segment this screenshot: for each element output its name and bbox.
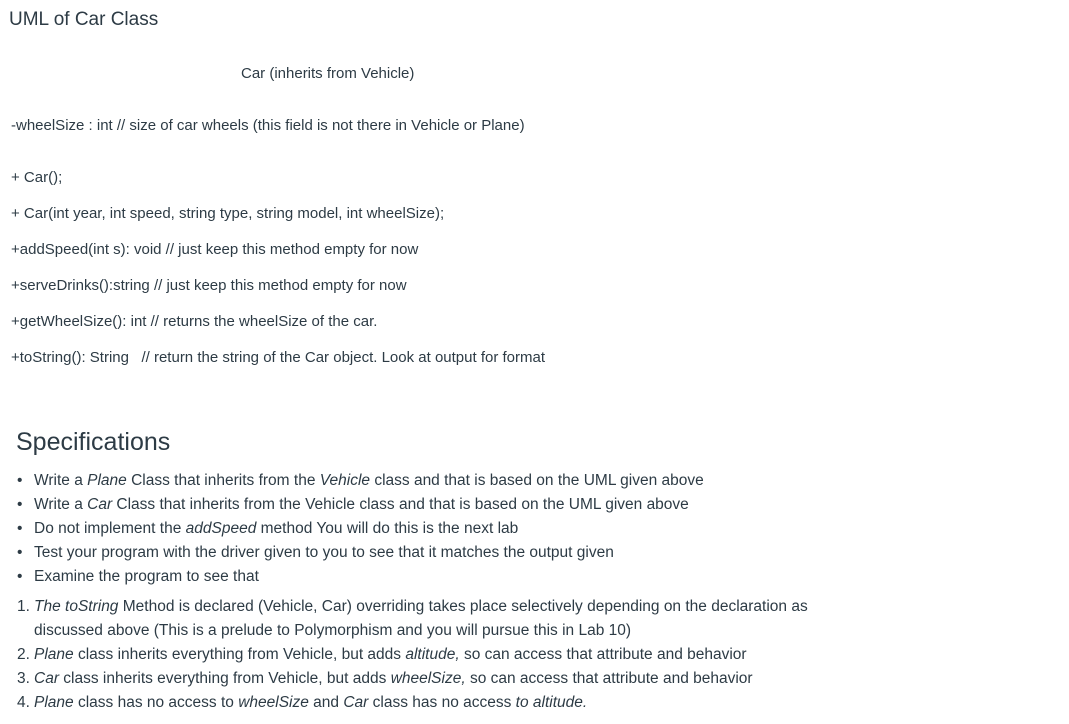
bullet-item — [16, 565, 704, 589]
bullet-text-italic: Car — [87, 496, 113, 513]
item-text-italic: to altitude. — [515, 694, 588, 711]
uml-method-constructor-default: + Car(); — [11, 169, 63, 186]
uml-method-getwheelsize: +getWheelSize(): int // returns the wheelSize of the car. — [11, 313, 378, 330]
item-number: 3. — [17, 670, 30, 687]
bullet-text: Class that inherits from the — [126, 472, 320, 489]
bullet-text: Class that inherits from the Vehicle class and that is based on the UML given above — [112, 496, 689, 513]
item-number: 1. — [17, 598, 30, 615]
specifications-numbered-list — [16, 595, 836, 715]
bullet-text: Test your program with the driver given to you to see that it matches the output given — [34, 544, 614, 561]
uml-method-constructor-full: + Car(int year, int speed, string type, string model, int wheelSize); — [11, 205, 445, 222]
bullet-text-italic: addSpeed — [185, 520, 257, 537]
item-text: so can access that attribute and behavior — [459, 646, 747, 663]
numbered-item — [16, 595, 836, 643]
numbered-item — [16, 667, 836, 691]
bullet-item — [16, 517, 704, 541]
page-title: UML of Car Class — [9, 9, 159, 30]
item-text: class inherits everything from Vehicle, but adds — [73, 646, 406, 663]
bullet-text: Examine the program to see that — [34, 568, 259, 585]
item-text-italic: wheelSize, — [390, 670, 466, 687]
uml-method-tostring: +toString(): String // return the string of the Car object. Look at output for format — [11, 349, 546, 366]
item-text: class has no access — [368, 694, 516, 711]
uml-field: -wheelSize : int // size of car wheels (this field is not there in Vehicle or Plane) — [11, 117, 525, 134]
item-text: and — [308, 694, 344, 711]
item-text: class has no access to — [73, 694, 239, 711]
item-text-italic: altitude, — [405, 646, 460, 663]
bullet-text: class and that is based on the UML given above — [370, 472, 704, 489]
numbered-item — [16, 691, 836, 715]
bullet-text: Write a — [34, 472, 88, 489]
item-number: 4. — [17, 694, 30, 711]
specifications-bullet-list — [16, 469, 704, 589]
item-text: so can access that attribute and behavior — [465, 670, 753, 687]
bullet-text: Write a — [34, 496, 88, 513]
bullet-text-italic: Plane — [87, 472, 127, 489]
numbered-item — [16, 643, 836, 667]
bullet-item — [16, 541, 704, 565]
uml-method-addspeed: +addSpeed(int s): void // just keep this method empty for now — [11, 241, 419, 258]
uml-method-servedrinks: +serveDrinks():string // just keep this method empty for now — [11, 277, 407, 294]
item-text-italic: Plane — [34, 646, 74, 663]
item-text-italic: wheelSize — [238, 694, 309, 711]
bullet-text: Do not implement the — [34, 520, 186, 537]
item-text-italic: Car — [34, 670, 59, 687]
item-text: class inherits everything from Vehicle, but adds — [58, 670, 391, 687]
bullet-text-italic: Vehicle — [319, 472, 371, 489]
bullet-text: method You will do this is the next lab — [256, 520, 519, 537]
specifications-heading: Specifications — [16, 428, 171, 456]
item-number: 2. — [17, 646, 30, 663]
item-text-italic: Car — [343, 694, 369, 711]
item-text: discussed above (This is a prelude to Polymorphism and you will pursue this in Lab 10) — [34, 622, 632, 639]
uml-class-name: Car (inherits from Vehicle) — [241, 65, 415, 82]
item-text-italic: The toString — [34, 598, 119, 615]
bullet-item — [16, 469, 704, 493]
item-text-italic: Plane — [34, 694, 74, 711]
bullet-item — [16, 493, 704, 517]
item-text: Method is declared (Vehicle, Car) overriding takes place selectively depending on the declaration as — [118, 598, 808, 615]
